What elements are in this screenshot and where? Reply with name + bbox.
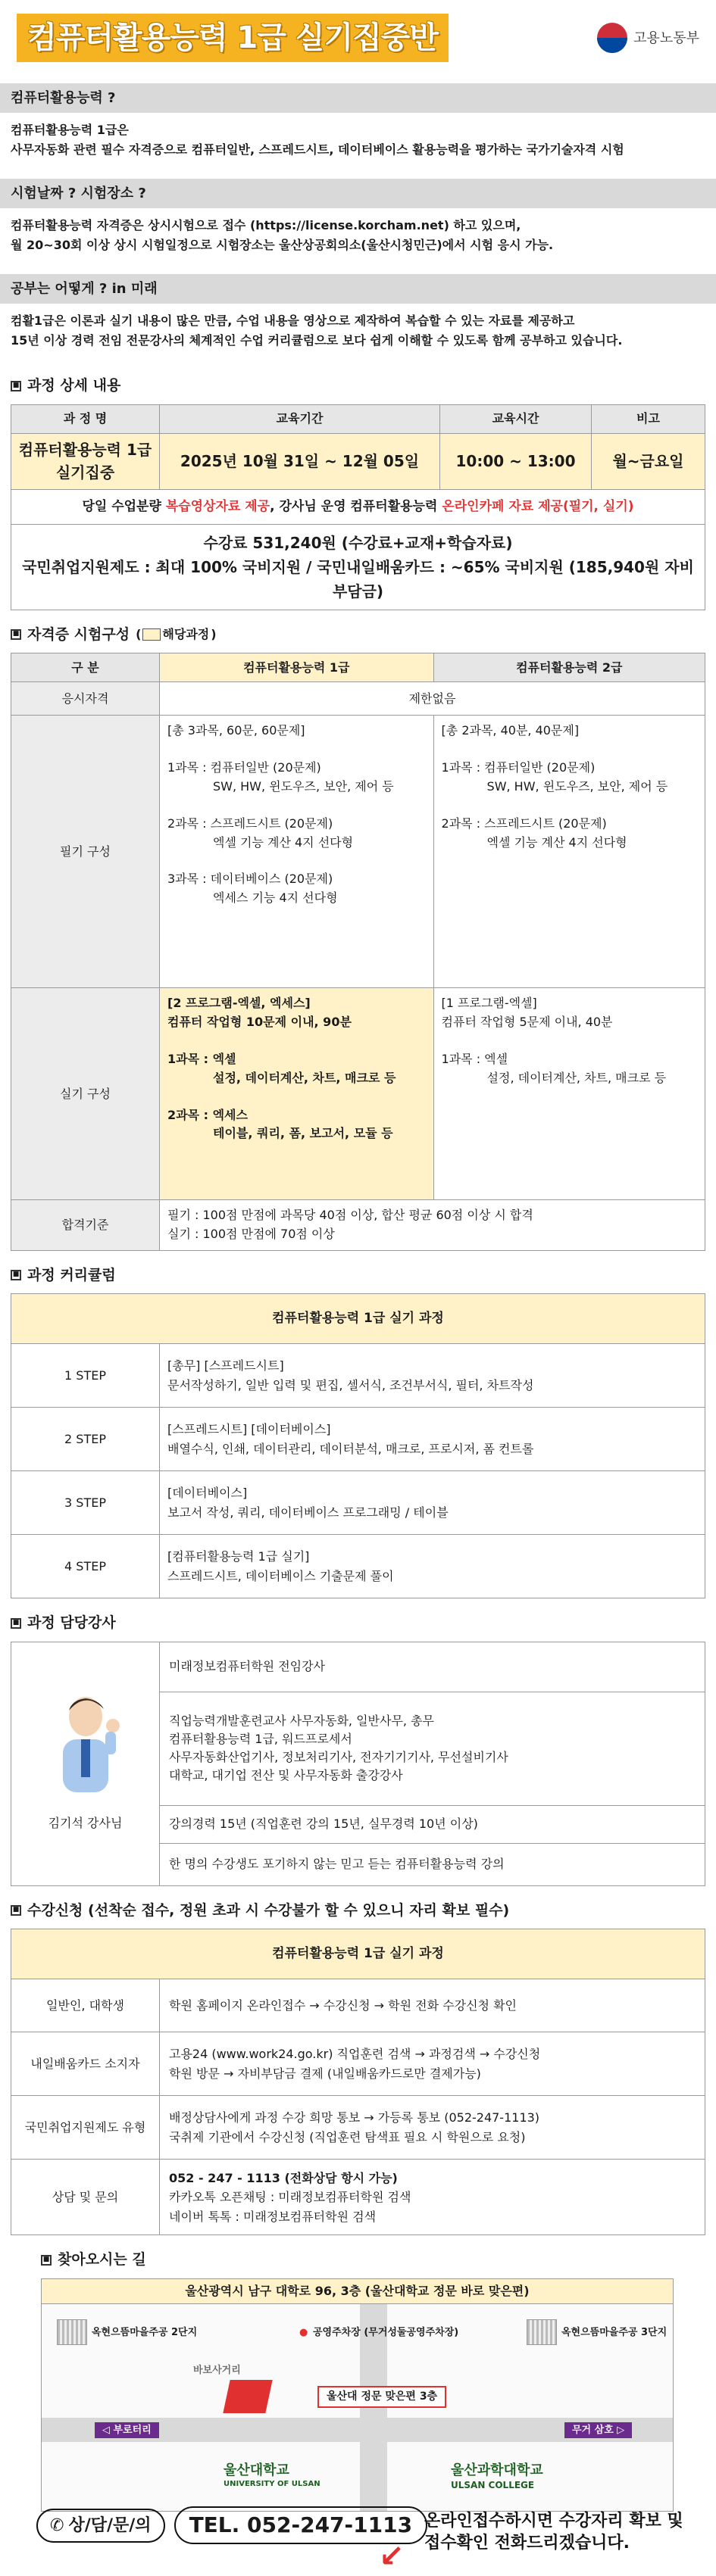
map-label: 옥현으뜸마을주공 3단지	[561, 2326, 668, 2338]
qualification-heading	[0, 624, 716, 646]
detail-line: 052 - 247 - 1113 (전화상담 항시 가능)	[169, 2170, 398, 2185]
summary: [총 2과목, 40분, 40문제]	[441, 723, 580, 738]
instructor-heading	[0, 1612, 716, 1634]
instructor-motto: 한 명의 수강생도 포기하지 않는 믿고 듣는 컴퓨터활용능력 강의	[160, 1843, 705, 1885]
square-bullet-icon: ■	[11, 1905, 21, 1916]
practical-2	[433, 988, 705, 1200]
curriculum-title: 컴퓨터활용능력 1급 실기 과정	[11, 1294, 705, 1344]
building-icon	[527, 2319, 557, 2345]
cert-line: 컴퓨터활용능력 1급, 워드프로세서	[169, 1732, 352, 1747]
pass-criteria	[160, 1200, 705, 1251]
summary: [총 3과목, 60문, 60문제]	[167, 723, 305, 738]
col-header: 컴퓨터활용능력 2급	[433, 653, 705, 682]
course-name-line: 실기집중	[55, 463, 115, 482]
step-line: [데이터베이스]	[167, 1486, 248, 1501]
detail-line: 국취제 기관에서 수강신청 (직업훈련 탐색표 필요 시 학원으로 요청)	[169, 2129, 526, 2144]
notice-line: 온라인접수하시면 수강자리 확보 및	[424, 2512, 683, 2531]
ministry-logo	[597, 23, 699, 53]
section-title: 과정 커리큘럼	[27, 1266, 116, 1283]
section-title: 자격증 시험구성	[27, 625, 130, 643]
subject-detail: 설정, 데이터계산, 차트, 매크로 등	[486, 1070, 667, 1085]
signup-detail	[160, 2160, 705, 2235]
subject-detail: 테이블, 쿼리, 폼, 보고서, 모듈 등	[213, 1126, 393, 1141]
step-content	[160, 1471, 705, 1535]
cert-line: 사무자동화산업기사, 정보처리기사, 전자기기기사, 무선설비기사	[169, 1750, 508, 1765]
pass-line: 실기 : 100점 만점에 70점 이상	[167, 1227, 335, 1242]
section-title: 과정 담당강사	[27, 1614, 116, 1632]
step-label: 1 STEP	[11, 1344, 160, 1408]
legend: ( 해당과정 )	[136, 625, 216, 644]
subject: 2과목 : 스프레드시트 (20문제)	[441, 816, 607, 831]
map-address: 울산광역시 남구 대학로 96, 3층 (울산대학교 정문 바로 맞은편)	[41, 2278, 674, 2304]
section-title: 수강신청 (선착순 접수, 정원 초과 시 수강불가 할 수 있으니 자리 확보 필수)	[27, 1901, 510, 1919]
intro-line: 컴퓨터활용능력 자격증은 상시시험으로 접수 (https://license.korcham.net) 하고 있으며,	[11, 217, 521, 232]
signup-notice	[424, 2511, 683, 2554]
course-name	[11, 433, 160, 489]
signup-detail	[160, 2032, 705, 2096]
subject-detail: 엑셀 기능 계산 4지 선다형	[213, 834, 354, 850]
pass-line: 필기 : 100점 만점에 과목당 40점 이상, 합산 평균 60점 이상 시 합격	[167, 1208, 533, 1223]
intro-line: 15년 이상 경력 전임 전문강사의 체계적인 수업 커리큘럼으로 보다 쉽게 이해할 수 있도록 함께 공부하고 있습니다.	[11, 332, 623, 348]
square-bullet-icon: ■	[11, 381, 21, 391]
signup-detail	[160, 2096, 705, 2160]
row-label: 응시자격	[11, 682, 160, 716]
course-time: 10:00 ~ 13:00	[440, 433, 592, 489]
signup-detail	[160, 1979, 705, 2032]
detail-line: 카카오톡 오픈채팅 : 미래정보컴퓨터학원 검색	[169, 2190, 411, 2205]
map-label: 울산대 정문 맞은편 3층	[317, 2386, 446, 2408]
intro-body	[0, 113, 716, 171]
written-1	[160, 716, 434, 988]
curriculum-table	[11, 1293, 705, 1598]
notice-line: 접수확인 전화드리겠습니다.	[424, 2533, 630, 2553]
row-label: 실기 구성	[11, 988, 160, 1200]
summary: [2 프로그램-엑셀, 엑세스]	[167, 996, 311, 1011]
map-label: 바보사거리	[193, 2364, 241, 2376]
cert-line: 직업능력개발훈련교사 사무자동화, 일반사무, 총무	[169, 1714, 435, 1729]
subject-detail: 설정, 데이터계산, 차트, 매크로 등	[213, 1070, 396, 1085]
summary-desc: 컴퓨터 작업형 10문제 이내, 90분	[167, 1015, 352, 1030]
map-label: ◁ 부로터리	[95, 2422, 159, 2439]
qualification-table	[11, 653, 705, 1251]
square-bullet-icon: ■	[11, 1270, 21, 1280]
subject: 1과목 : 엑셀	[441, 1051, 508, 1066]
col-header: 비고	[592, 404, 705, 433]
eligibility-value: 제한없음	[160, 682, 705, 716]
row-label: 필기 구성	[11, 716, 160, 988]
col-header: 컴퓨터활용능력 1급	[160, 653, 434, 682]
intro-heading: 공부는 어떻게 ? in 미래	[0, 274, 716, 304]
row-label: 상담 및 문의	[11, 2160, 160, 2235]
detail-line: 학원 홈페이지 온라인접수 → 수강신청 → 학원 전화 수강신청 확인	[169, 1998, 517, 2013]
detail-line: 고용24 (www.work24.go.kr) 직업훈련 검색 → 과정검색 → 수강신청	[169, 2047, 541, 2062]
row-label: 국민취업지원제도 유형	[11, 2096, 160, 2160]
directions-heading	[30, 2249, 716, 2271]
signup-title: 컴퓨터활용능력 1급 실기 과정	[11, 1929, 705, 1979]
col-header: 과 정 명	[11, 404, 160, 433]
fee-line: 국민취업지원제도 : 최대 100% 국비지원 / 국민내일배움카드 : ~65% 국비지원 (185,940원 자비부담금)	[22, 557, 694, 600]
summary-desc: 컴퓨터 작업형 5문제 이내, 40분	[441, 1015, 613, 1030]
course-note: 월~금요일	[592, 433, 705, 489]
map-label: 무거 삼호 ▷	[564, 2422, 632, 2439]
academy-marker-icon	[223, 2380, 272, 2413]
consult-button[interactable]	[36, 2509, 165, 2543]
col-header: 교육시간	[440, 404, 592, 433]
square-bullet-icon: ■	[11, 1618, 21, 1629]
step-label: 4 STEP	[11, 1535, 160, 1598]
map-label: UNIVERSITY OF ULSAN	[224, 2479, 320, 2488]
course-fee	[11, 524, 705, 610]
section-title: 과정 상세 내용	[27, 377, 121, 395]
page-title: 컴퓨터활용능력 1급 실기집중반	[17, 14, 449, 62]
instructor-career: 강의경력 15년 (직업훈련 강의 15년, 실무경력 10년 이상)	[160, 1805, 705, 1843]
map	[41, 2304, 674, 2512]
intro-body	[0, 208, 716, 267]
map-label: ULSAN COLLEGE	[451, 2479, 535, 2490]
intro-line: 컴활1급은 이론과 실기 내용이 많은 만큼, 수업 내용을 영상으로 제작하여 복습할 수 있는 자료를 제공하고	[11, 313, 575, 328]
detail-line: 학원 방문 → 자비부담금 결제 (내일배움카드로만 결제가능)	[169, 2066, 481, 2081]
course-period: 2025년 10월 31일 ~ 12월 05일	[160, 433, 440, 489]
detail-line: 배정상담사에게 과정 수강 희망 통보 → 가등록 통보 (052-247-1113)	[169, 2110, 540, 2125]
row-label: 내일배움카드 소지자	[11, 2032, 160, 2096]
contact-bar	[36, 2506, 427, 2544]
curriculum-heading	[0, 1265, 716, 1286]
signup-heading	[0, 1900, 716, 1922]
square-bullet-icon: ■	[11, 629, 21, 640]
legend-label: 해당과정	[162, 627, 210, 642]
subject-detail: 엑세스 기능 4지 선다형	[213, 890, 338, 906]
subject: 2과목 : 스프레드시트 (20문제)	[167, 816, 333, 831]
signup-table	[11, 1929, 705, 2235]
arrow-icon: ↙	[379, 2539, 405, 2574]
phone-icon: ✆	[50, 2515, 64, 2535]
course-detail-table	[11, 404, 705, 610]
map-label: 울산대학교	[224, 2462, 289, 2478]
notice-text: , 강사님 운영 컴퓨터활용능력	[270, 498, 442, 514]
legend-swatch	[142, 628, 161, 641]
step-line: [총무] [스프레드시트]	[167, 1358, 284, 1374]
intro-heading: 시험날짜 ? 시험장소 ?	[0, 179, 716, 208]
map-label: 울산과학대학교	[451, 2462, 543, 2478]
building-icon	[57, 2319, 87, 2345]
practical-1	[160, 988, 434, 1200]
step-content	[160, 1535, 705, 1598]
subject: 1과목 : 엑셀	[167, 1051, 236, 1066]
subject: 2과목 : 엑세스	[167, 1107, 248, 1122]
row-label: 일반인, 대학생	[11, 1979, 160, 2032]
subject-detail: SW, HW, 윈도우즈, 보안, 제어 등	[486, 778, 668, 794]
step-line: 배열수식, 인쇄, 데이터관리, 데이터분석, 매크로, 프로시저, 폼 컨트롤	[167, 1441, 534, 1456]
step-label: 3 STEP	[11, 1471, 160, 1535]
detail-line: 네이버 톡톡 : 미래정보컴퓨터학원 검색	[169, 2209, 377, 2224]
step-line: 문서작성하기, 일반 입력 및 편집, 셀서식, 조건부서식, 필터, 차트작성	[167, 1377, 534, 1392]
col-header: 구 분	[11, 653, 160, 682]
step-line: [스프레드시트] [데이터베이스]	[167, 1422, 331, 1437]
subject: 3과목 : 데이터베이스 (20문제)	[167, 872, 333, 887]
map-label: ●	[299, 2326, 308, 2338]
intro-body	[0, 304, 716, 362]
step-label: 2 STEP	[11, 1408, 160, 1471]
tel-button[interactable]: TEL. 052-247-1113	[174, 2506, 428, 2544]
course-name-line: 컴퓨터활용능력 1급	[18, 441, 152, 460]
course-detail-heading	[0, 375, 716, 397]
written-2	[433, 716, 705, 988]
instructor-role: 미래정보컴퓨터학원 전임강사	[160, 1642, 705, 1692]
row-label: 합격기준	[11, 1200, 160, 1251]
instructor-profile	[11, 1642, 160, 1885]
col-header: 교육기간	[160, 404, 440, 433]
subject-detail: 엑셀 기능 계산 4지 선다형	[486, 834, 627, 850]
intro-line: 컴퓨터활용능력 1급은	[11, 123, 129, 137]
consult-label: 상/담/문/의	[68, 2515, 152, 2535]
subject: 1과목 : 컴퓨터일반 (20문제)	[167, 760, 321, 775]
map-label: 옥현으뜸마을주공 2단지	[92, 2326, 198, 2338]
subject: 1과목 : 컴퓨터일반 (20문제)	[441, 760, 596, 775]
instructor-table	[11, 1642, 705, 1886]
instructor-name: 김기석 강사님	[48, 1815, 123, 1830]
square-bullet-icon: ■	[41, 2255, 52, 2266]
fee-line: 수강료 531,240원 (수강료+교재+학습자료)	[203, 533, 513, 552]
step-line: 보고서 작성, 쿼리, 데이터베이스 프로그래밍 / 테이블	[167, 1505, 449, 1520]
map-label: 공영주차장 (무거성둘공영주차장)	[313, 2326, 459, 2338]
step-content	[160, 1344, 705, 1408]
instructor-illustration-icon	[40, 1686, 131, 1800]
section-title: 찾아오시는 길	[58, 2251, 146, 2269]
taegeuk-icon	[597, 23, 627, 53]
cert-line: 대학교, 대기업 전산 및 사무자동화 출강강사	[169, 1768, 403, 1783]
subject-detail: SW, HW, 윈도우즈, 보안, 제어 등	[213, 778, 394, 794]
intro-heading: 컴퓨터활용능력 ?	[0, 83, 716, 113]
notice-highlight: 온라인카페 자료 제공(필기, 실기)	[442, 498, 634, 514]
map-wrap	[11, 2278, 705, 2512]
step-line: 스프레드시트, 데이터베이스 기출문제 풀이	[167, 1568, 394, 1583]
intro-line: 사무자동화 관련 필수 자격증으로 컴퓨터일반, 스프레드시트, 데이터베이스 활용능력을 평가하는 국가기술자격 시험	[11, 142, 624, 157]
ministry-name: 고용노동부	[633, 30, 699, 46]
intro-section	[0, 83, 716, 361]
summary: [1 프로그램-엑셀]	[441, 996, 537, 1011]
intro-line: 월 20~30회 이상 상시 시험일정으로 시험장소는 울산상공회의소(울산시청민근)에서 시험 응시 가능.	[11, 238, 554, 253]
course-notice	[11, 489, 705, 524]
step-line: [컴퓨터활용능력 1급 실기]	[167, 1549, 310, 1564]
notice-text: 당일 수업분량	[82, 498, 166, 514]
step-content	[160, 1408, 705, 1471]
notice-highlight: 복습영상자료 제공	[165, 498, 270, 514]
header	[0, 0, 716, 76]
instructor-certs	[160, 1692, 705, 1805]
